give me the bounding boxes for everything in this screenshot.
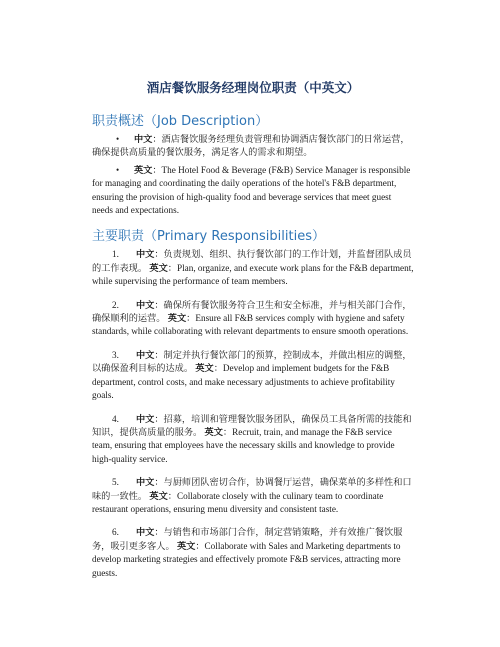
item-number: 4. bbox=[112, 413, 119, 424]
label-en: 英文 bbox=[134, 164, 153, 175]
label-cn: 中文 bbox=[136, 299, 155, 310]
label-en: 英文 bbox=[176, 540, 196, 551]
label-en: 英文 bbox=[167, 313, 187, 324]
label-cn: 中文 bbox=[134, 134, 153, 144]
label-en: 英文 bbox=[195, 363, 214, 374]
list-item bbox=[92, 413, 414, 467]
label-en: 英文 bbox=[149, 262, 168, 273]
section-heading-description: 职责概述（Job Description） bbox=[92, 114, 269, 129]
item-number: 1. bbox=[112, 249, 119, 260]
page-title: 酒店餐饮服务经理岗位职责（中英文） bbox=[146, 80, 360, 95]
list-item bbox=[92, 133, 414, 160]
list-item bbox=[92, 299, 414, 339]
responsibilities-list bbox=[92, 248, 414, 580]
text-en: ：Develop and implement budgets for the F&B department, control costs, and make necessary adjustments to achieve profitability goals. bbox=[92, 363, 395, 401]
label-cn: 中文 bbox=[136, 413, 155, 424]
bullet-icon: • bbox=[116, 164, 120, 175]
description-list bbox=[92, 133, 414, 217]
text-cn: ：制定并执行餐饮部门的预算，控制成本，并做出相应的调整，以确保盈利目标的达成。 bbox=[92, 349, 412, 374]
label-cn: 中文 bbox=[136, 527, 155, 538]
text-cn: ：负责规划、组织、执行餐饮部门的工作计划，并监督团队成员的工作表现。 bbox=[92, 249, 412, 273]
text-en: ：Plan, organize, and execute work plans for the F&B department, while supervising the performance of team members. bbox=[92, 262, 414, 287]
list-item bbox=[92, 349, 414, 403]
label-cn: 中文 bbox=[136, 477, 155, 488]
text-en: ：The Hotel Food & Beverage (F&B) Service Manager is responsible for managing and coordinating the daily operations of the hotel's F&B department, ensuring the provision of high-quality food and beverage services that meet guest needs and expectations. bbox=[92, 164, 411, 216]
text-cn: ：与厨师团队密切合作，协调餐厅运营，确保菜单的多样性和口味的一致性。 bbox=[92, 477, 412, 501]
label-en: 英文 bbox=[149, 490, 168, 501]
item-number: 2. bbox=[112, 299, 119, 310]
label-cn: 中文 bbox=[136, 349, 155, 360]
text-cn: ：酒店餐饮服务经理负责管理和协调酒店餐饮部门的日常运营，确保提供高质量的餐饮服务，满足客人的需求和期望。 bbox=[92, 134, 410, 158]
label-en: 英文 bbox=[204, 426, 223, 437]
section-heading-responsibilities: 主要职责（Primary Responsibilities） bbox=[92, 229, 325, 245]
item-number: 6. bbox=[112, 527, 119, 538]
list-item bbox=[92, 164, 414, 218]
text-cn: ：与销售和市场部门合作，制定营销策略，并有效推广餐饮服务，吸引更多客人。 bbox=[92, 527, 403, 551]
text-en: ：Collaborate closely with the culinary team to coordinate restaurant operations, ensuring menu diversity and consistent taste. bbox=[92, 490, 384, 514]
text-cn: ：招募，培训和管理餐饮服务团队，确保员工具备所需的技能和知识，提供高质量的服务。 bbox=[92, 413, 412, 437]
text-en: ：Ensure all F&B services comply with hygiene and safety standards, while collaborating with relevant departments to ensure smooth operations. bbox=[92, 313, 409, 337]
label-cn: 中文 bbox=[136, 249, 155, 260]
list-item bbox=[92, 248, 414, 288]
item-number: 5. bbox=[112, 477, 119, 488]
text-en: ：Collaborate with Sales and Marketing departments to develop marketing strategies and effectively promote F&B services, attracting more guests. bbox=[92, 540, 401, 578]
text-cn: ：确保所有餐饮服务符合卫生和安全标准，并与相关部门合作，确保顺利的运营。 bbox=[92, 299, 412, 324]
list-item bbox=[92, 526, 414, 580]
item-number: 3. bbox=[112, 349, 119, 360]
text-en: ：Recruit, train, and manage the F&B service team, ensuring that employees have the necessary skills and knowledge to provide high-quality service. bbox=[92, 426, 395, 464]
bullet-icon: • bbox=[116, 134, 120, 144]
list-item bbox=[92, 476, 414, 516]
